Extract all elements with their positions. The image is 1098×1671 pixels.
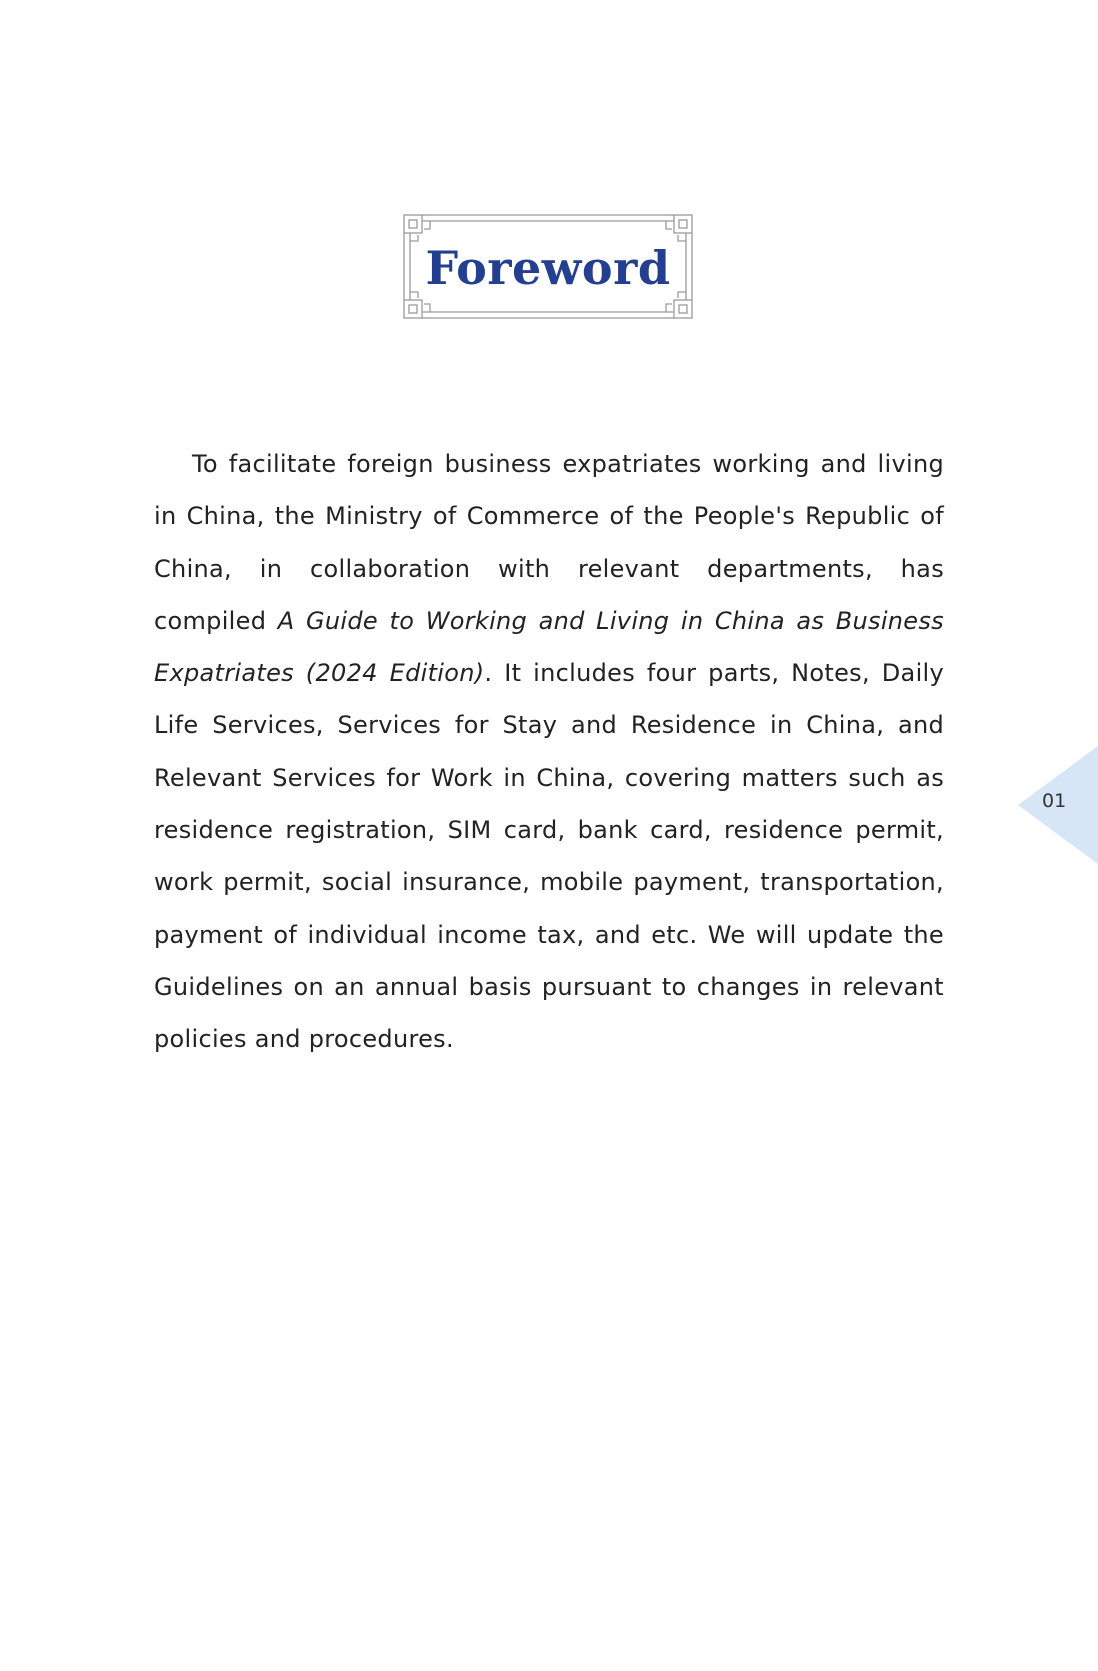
foreword-intro: To facilitate foreign business expatriates working and living in China, the Ministry of Commerce of the People's Republic of China, in collaboration with relevant departments, has compiled (154, 450, 944, 635)
foreword-paragraph (154, 438, 944, 1066)
foreword-rest: . It includes four parts, Notes, Daily Life Services, Services for Stay and Residence in China, and Relevant Services for Work in China, covering matters such as residence registration, SIM card, bank card, residence permit, work permit, social insurance, mobile payment, transportation, payment of individual income tax, and etc. We will update the Guidelines on an annual basis pursuant to changes in relevant policies and procedures. (154, 659, 945, 1054)
page-title: Foreword (425, 240, 671, 295)
guide-title: A Guide to Working and Living in China as Business Expatriates (2024 Edition) (154, 606, 944, 688)
page-number: 01 (1042, 790, 1067, 812)
title-frame (402, 213, 694, 320)
